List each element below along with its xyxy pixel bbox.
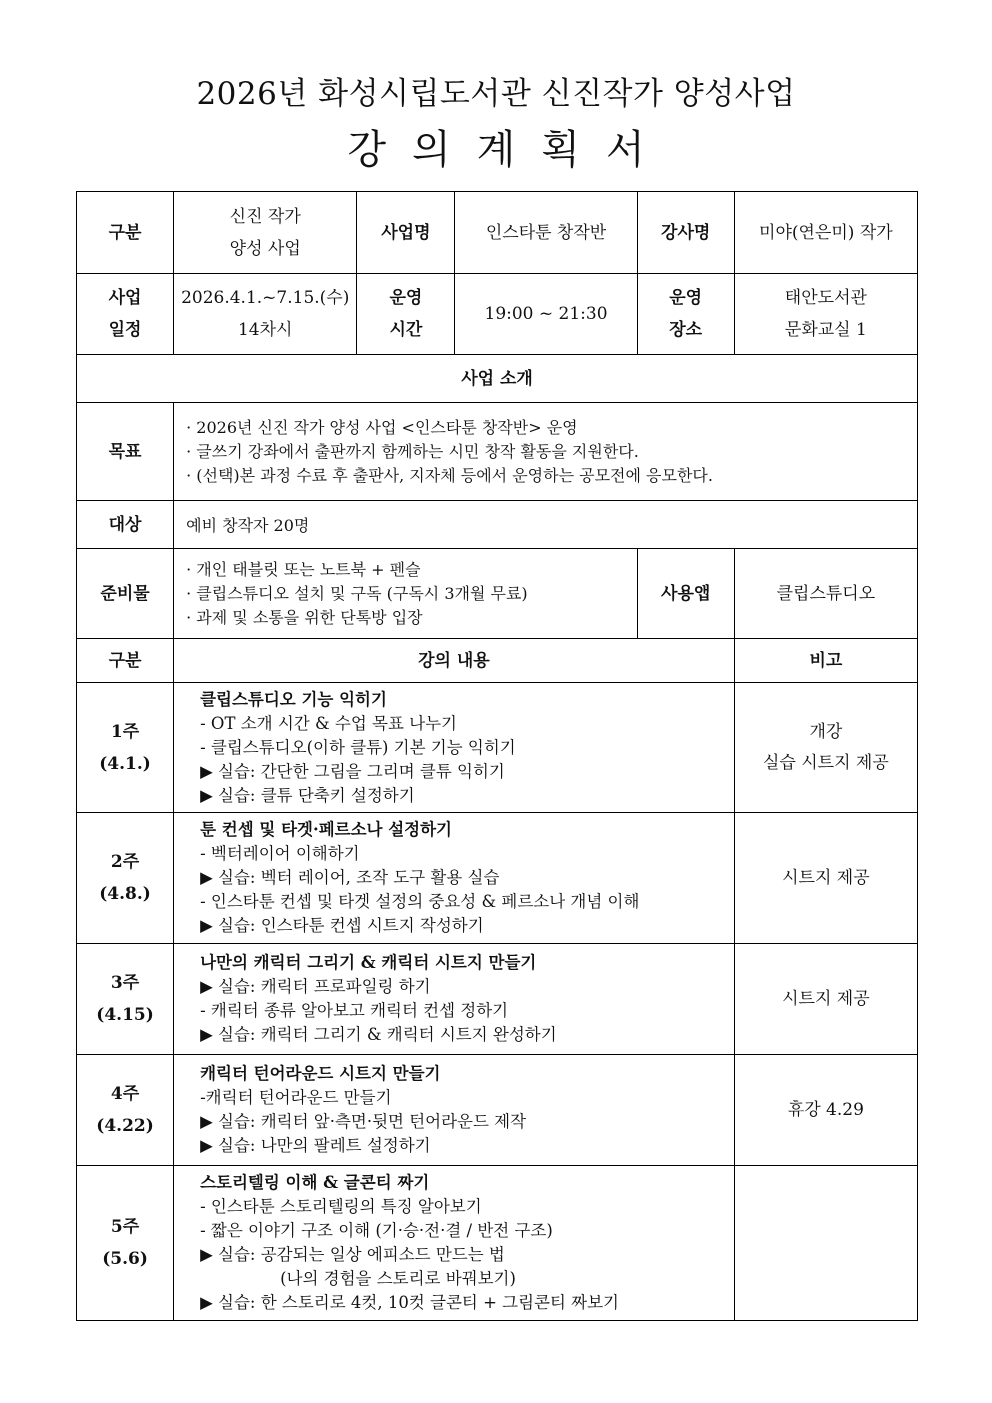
lecture-header-row <box>77 639 918 683</box>
lecture-line: ▶ 실습: 캐릭터 프로파일링 하기 <box>200 977 431 996</box>
document-title: 2026년 화성시립도서관 신진작가 양성사업 <box>196 76 796 112</box>
target-row <box>77 501 918 549</box>
goal-label: 목표 <box>77 403 174 501</box>
project-name-label: 사업명 <box>357 192 455 274</box>
prep-list-cell <box>174 549 638 639</box>
info-row-2 <box>77 274 918 355</box>
lecture-note: 시트지 제공 <box>734 813 917 944</box>
instructor-label: 강사명 <box>637 192 734 274</box>
lecture-note <box>734 1166 917 1321</box>
app-label: 사용앱 <box>637 549 734 639</box>
lecture-title: 툰 컨셉 및 타겟·페르소나 설정하기 <box>200 820 452 839</box>
goal-list <box>174 416 917 488</box>
lecture-title: 클립스튜디오 기능 익히기 <box>200 689 387 709</box>
lecture-line: ▶ 실습: 나만의 팔레트 설정하기 <box>200 1136 431 1155</box>
lecture-line: ▶ 실습: 한 스토리로 4컷, 10컷 글콘티 + 그림콘티 짜보기 <box>200 1293 619 1312</box>
prep-item: · 과제 및 소통을 위한 단톡방 입장 <box>186 606 637 630</box>
col-content-header: 강의 내용 <box>174 639 735 683</box>
lecture-line: - 인스타툰 컨셉 및 타겟 설정의 중요성 & 페르소나 개념 이해 <box>200 892 640 911</box>
lecture-line: ▶ 실습: 간단한 그림을 그리며 클튜 익히기 <box>200 761 505 781</box>
lecture-row-week-1 <box>77 683 918 813</box>
week-label: 4주 (4.22) <box>77 1055 174 1166</box>
lecture-content <box>174 1166 735 1321</box>
lecture-line: ▶ 실습: 공감되는 일상 에피소드 만드는 법 <box>200 1245 505 1264</box>
prep-item: · 클립스튜디오 설치 및 구독 (구독시 3개월 무료) <box>186 582 637 606</box>
goal-item: · 2026년 신진 작가 양성 사업 <인스타툰 창작반> 운영 <box>186 416 917 440</box>
lecture-line: (나의 경험을 스토리로 바꿔보기) <box>280 1269 516 1288</box>
place-value: 태안도서관 문화교실 1 <box>734 274 917 355</box>
lecture-line: - 벡터레이어 이해하기 <box>200 844 360 863</box>
lecture-plan-table <box>76 191 918 1321</box>
time-value: 19:00 ~ 21:30 <box>455 274 637 355</box>
week-label: 1주 (4.1.) <box>77 683 174 813</box>
lecture-line: ▶ 실습: 인스타툰 컨셉 시트지 작성하기 <box>200 916 484 935</box>
division-label: 구분 <box>77 192 174 274</box>
lecture-line: - 캐릭터 종류 알아보고 캐릭터 컨셉 정하기 <box>200 1001 509 1020</box>
lecture-line: - 클립스튜디오(이하 클튜) 기본 기능 익히기 <box>200 737 516 757</box>
schedule-label: 사업 일정 <box>77 274 174 355</box>
info-row-1 <box>77 192 918 274</box>
week-label: 3주 (4.15) <box>77 944 174 1055</box>
lecture-row-week-3 <box>77 944 918 1055</box>
lecture-title: 나만의 캐릭터 그리기 & 캐릭터 시트지 만들기 <box>200 953 537 972</box>
prep-item: · 개인 태블릿 또는 노트북 + 펜슬 <box>186 558 637 582</box>
goal-item: · 글쓰기 강좌에서 출판까지 함께하는 시민 창작 활동을 지원한다. <box>186 440 917 464</box>
target-value: 예비 창작자 20명 <box>174 501 918 549</box>
lecture-line: - 짧은 이야기 구조 이해 (기·승·전·결 / 반전 구조) <box>200 1221 553 1240</box>
place-label: 운영 장소 <box>637 274 734 355</box>
division-value: 신진 작가 양성 사업 <box>174 192 357 274</box>
lecture-row-week-2 <box>77 813 918 944</box>
prep-label: 준비물 <box>77 549 174 639</box>
lecture-title: 스토리텔링 이해 & 글콘티 짜기 <box>200 1173 430 1192</box>
lecture-line: -캐릭터 턴어라운드 만들기 <box>200 1088 392 1107</box>
week-label: 5주 (5.6) <box>77 1166 174 1321</box>
lecture-row-week-4 <box>77 1055 918 1166</box>
lecture-line: ▶ 실습: 캐릭터 그리기 & 캐릭터 시트지 완성하기 <box>200 1025 557 1044</box>
time-label: 운영 시간 <box>357 274 455 355</box>
lecture-row-week-5 <box>77 1166 918 1321</box>
lecture-note: 휴강 4.29 <box>734 1055 917 1166</box>
lecture-line: ▶ 실습: 벡터 레이어, 조작 도구 활용 실습 <box>200 868 500 887</box>
lecture-content <box>174 1055 735 1166</box>
lecture-note: 개강 실습 시트지 제공 <box>734 683 917 813</box>
intro-header-row <box>77 355 918 403</box>
week-label: 2주 (4.8.) <box>77 813 174 944</box>
prep-list <box>174 558 637 630</box>
col-note-header: 비고 <box>734 639 917 683</box>
target-label: 대상 <box>77 501 174 549</box>
document-subtitle: 강의계획서 <box>347 127 671 173</box>
instructor-value: 미야(연은미) 작가 <box>734 192 917 274</box>
lecture-content <box>174 944 735 1055</box>
lecture-title: 캐릭터 턴어라운드 시트지 만들기 <box>200 1064 441 1083</box>
schedule-value: 2026.4.1.~7.15.(수) 14차시 <box>174 274 357 355</box>
col-division-header: 구분 <box>77 639 174 683</box>
prep-row <box>77 549 918 639</box>
goal-list-cell <box>174 403 918 501</box>
intro-header: 사업 소개 <box>77 355 918 403</box>
lecture-line: - 인스타툰 스토리텔링의 특징 알아보기 <box>200 1197 482 1216</box>
lecture-note: 시트지 제공 <box>734 944 917 1055</box>
goal-item: · (선택)본 과정 수료 후 출판사, 지자체 등에서 운영하는 공모전에 응모한다. <box>186 464 917 488</box>
lecture-content <box>174 813 735 944</box>
lecture-line: ▶ 실습: 클튜 단축키 설정하기 <box>200 785 415 805</box>
goal-row <box>77 403 918 501</box>
project-name-value: 인스타툰 창작반 <box>455 192 637 274</box>
lecture-content <box>174 683 735 813</box>
lecture-line: ▶ 실습: 캐릭터 앞·측면·뒷면 턴어라운드 제작 <box>200 1112 527 1131</box>
app-value: 클립스튜디오 <box>734 549 917 639</box>
lecture-line: - OT 소개 시간 & 수업 목표 나누기 <box>200 713 457 733</box>
